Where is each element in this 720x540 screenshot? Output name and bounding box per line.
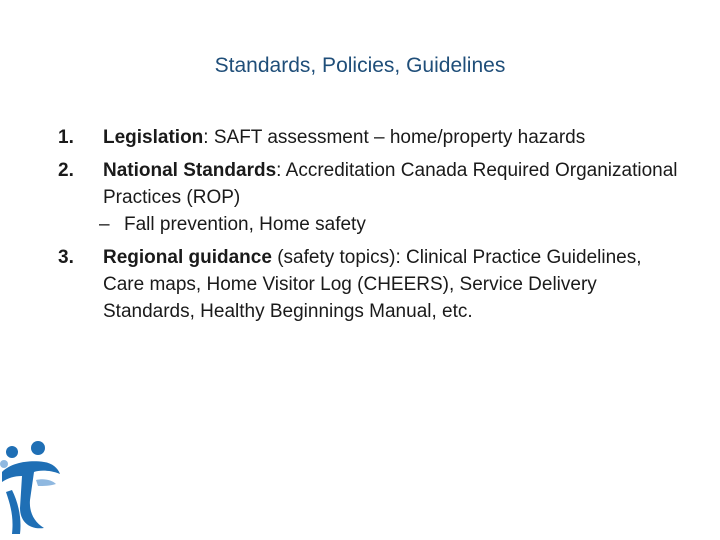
item-heading: Regional guidance (103, 247, 272, 268)
item-text: : SAFT assessment – home/property hazards (203, 127, 586, 148)
item-heading: Legislation (103, 127, 204, 148)
item-text: : Accreditation Canada Required Organizational Practices (ROP) (103, 160, 678, 208)
sub-item (99, 211, 678, 238)
logo-dot (0, 460, 8, 468)
item-text: (safety topics): Clinical Practice Guidelines, Care maps, Home Visitor Log (CHEERS), Service Delivery Standards, Healthy Beginnings Manual, etc. (103, 247, 642, 322)
item-number: 2. (58, 160, 74, 181)
sub-item-dash: – (99, 214, 110, 235)
logo-head-large (31, 441, 45, 455)
list-item-legislation (58, 124, 678, 151)
item-number: 1. (58, 127, 74, 148)
logo-figure-leg (6, 490, 21, 534)
logo-head-small (6, 446, 18, 458)
item-heading: National Standards (103, 160, 277, 181)
slide-title: Standards, Policies, Guidelines (214, 54, 506, 77)
item-number: 3. (58, 247, 74, 268)
logo-arm (36, 479, 56, 486)
numbered-list (58, 124, 678, 325)
sub-item-text: Fall prevention, Home safety (124, 214, 366, 235)
list-item-national-standards (58, 157, 678, 238)
list-item-regional-guidance (58, 244, 678, 325)
organization-logo-icon (0, 440, 70, 540)
